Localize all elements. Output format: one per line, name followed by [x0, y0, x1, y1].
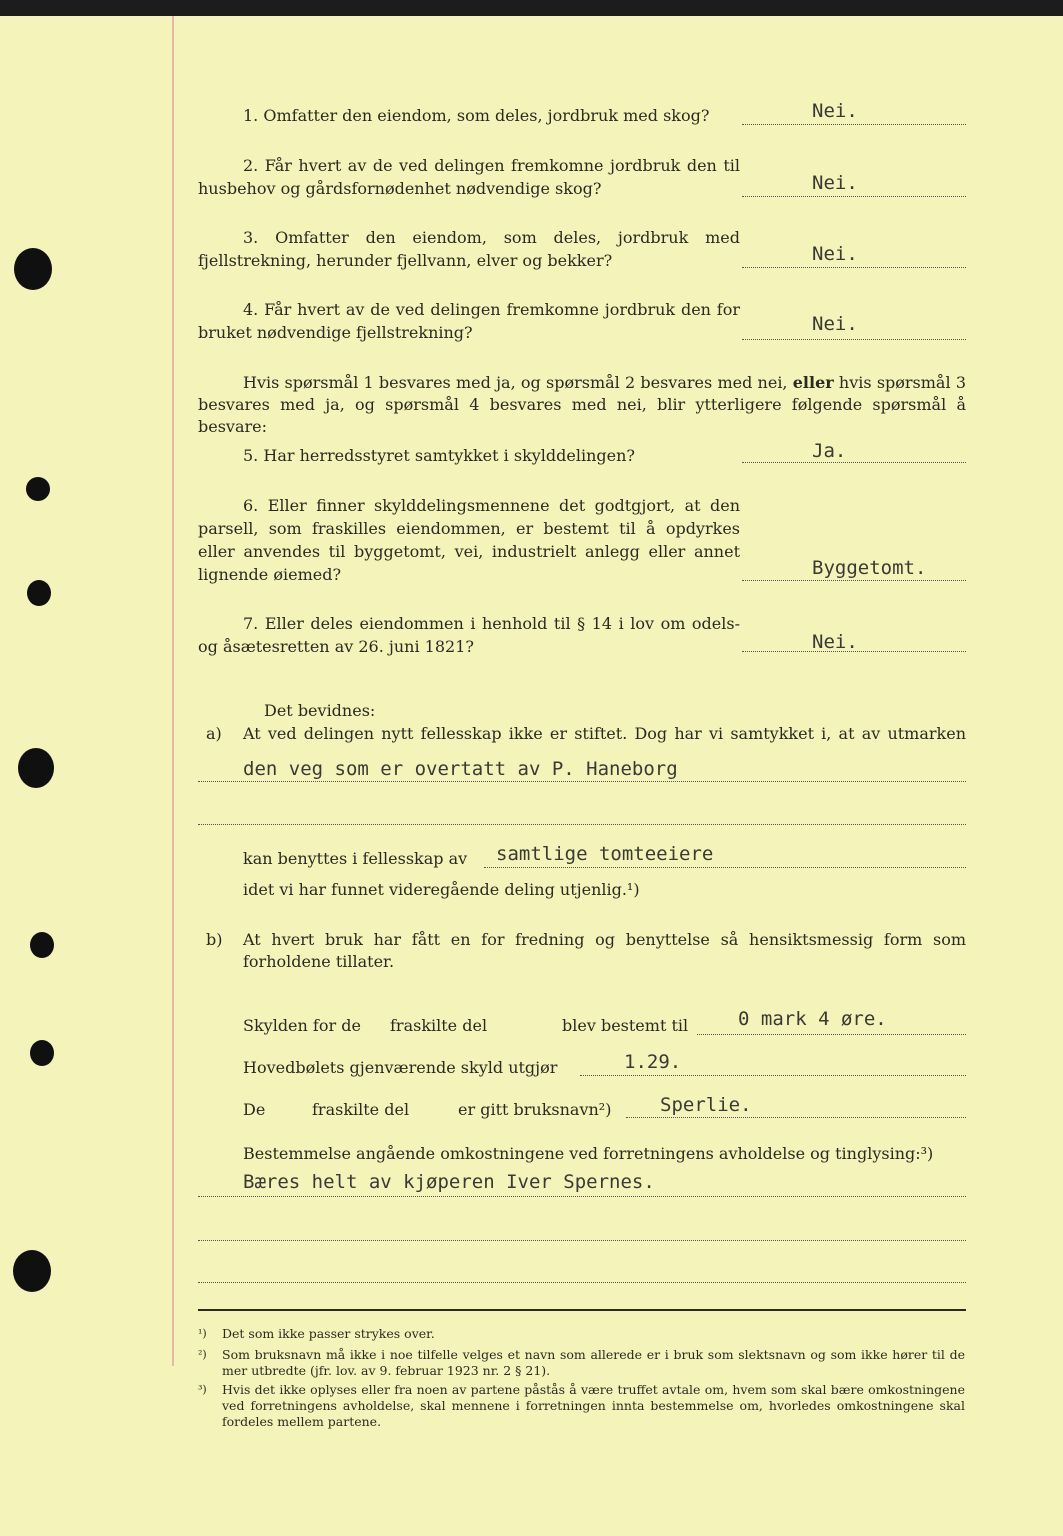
skyld-line: [697, 1034, 966, 1035]
de-word: De: [243, 1100, 266, 1119]
item-b-text: At hvert bruk har fått en for fredning og benyttelse så hensiktsmessig form som forholdene tillater.: [243, 930, 966, 971]
punch-hole: [30, 1040, 54, 1066]
footnote-2-text: Som bruksnavn må ikke i noe tilfelle velges et navn som allerede er i bruk som slektsnavn og som ikke hører til de mer utbredte (jfr. lov. av 9. februar 1923 nr. 2 § 21).: [222, 1347, 965, 1378]
question-3: 3. Omfatter den eiendom, som deles, jordbruk med fjellstrekning, herunder fjellvann, elver og bekker?: [198, 228, 740, 270]
skyld-value: 0 mark 4 øre.: [738, 1008, 887, 1030]
answer-4: Nei.: [812, 313, 858, 335]
skyld-word-2: fraskilte del: [390, 1016, 488, 1035]
blank-line: [198, 824, 966, 825]
bestemmelse-line-1: [198, 1196, 966, 1197]
footnote-3-text: Hvis det ikke oplyses eller fra noen av partene påstås å være truffet avtale om, hvem som skal bære omkostningene ved forretningens avholdelse, skal mennene i forretningen innta bestemmelse om, hvorledes omkostningene skal fordeles mellem partene.: [222, 1382, 965, 1429]
item-a-text: At ved delingen nytt fellesskap ikke er stiftet. Dog har vi samtykket i, at av utmarken: [243, 724, 966, 743]
intro-paragraph: Hvis spørsmål 1 besvares med ja, og spørsmål 2 besvares med nei, eller hvis spørsmål 3 besvares med ja, og spørsmål 4 besvares med nei, blir ytterligere følgende spørsmål å besvare:: [198, 373, 966, 436]
a-typed-text: den veg som er overtatt av P. Haneborg: [243, 758, 678, 780]
punch-hole: [27, 580, 51, 606]
answer-line-3: [742, 267, 966, 268]
bestemmelse-line-3: [198, 1282, 966, 1283]
hoved-label: Hovedbølets gjenværende skyld utgjør: [243, 1058, 558, 1077]
shared-line: [484, 867, 966, 868]
hoved-line: [580, 1075, 966, 1076]
skyld-word-1: Skylden for de: [243, 1016, 361, 1035]
answer-5: Ja.: [812, 440, 847, 462]
skyld-word-3: blev bestemt til: [562, 1016, 689, 1035]
footnote-separator: [198, 1309, 966, 1311]
answer-2: Nei.: [812, 172, 858, 194]
scan-edge: [0, 0, 1063, 16]
punch-hole: [13, 1250, 51, 1292]
punch-hole: [18, 748, 54, 788]
punch-hole: [26, 477, 50, 501]
question-1: 1. Omfatter den eiendom, som deles, jordbruk med skog?: [243, 106, 710, 125]
footnote-1-mark: ¹): [198, 1327, 207, 1340]
bevidnes-heading: Det bevidnes:: [264, 701, 376, 720]
item-a-label: a): [206, 724, 222, 743]
bestemmelse-typed: Bæres helt av kjøperen Iver Spernes.: [243, 1171, 655, 1193]
footnote-1-text: Det som ikke passer strykes over.: [222, 1326, 435, 1341]
question-5: 5. Har herredsstyret samtykket i skylddelingen?: [243, 446, 636, 465]
question-7: 7. Eller deles eiendommen i henhold til § 14 i lov om odels- og åsætesretten av 26. juni 1821?: [198, 614, 740, 656]
shared-label: kan benyttes i fellesskap av: [243, 849, 468, 868]
answer-line-6: [742, 580, 966, 581]
bruksnavn-line: [626, 1117, 966, 1118]
answer-6: Byggetomt.: [812, 557, 927, 579]
margin-rule: [172, 16, 174, 1366]
bestemmelse-line-2: [198, 1240, 966, 1241]
hoved-value: 1.29.: [624, 1051, 682, 1073]
shared-typed: samtlige tomteeiere: [496, 843, 714, 865]
fraskilte-word: fraskilte del: [312, 1100, 410, 1119]
punch-hole: [14, 248, 52, 290]
question-4: 4. Får hvert av de ved delingen fremkomne jordbruk den for bruket nødvendige fjellstrekning?: [198, 300, 740, 342]
found-text: idet vi har funnet videregående deling utjenlig.¹): [243, 880, 640, 899]
answer-line-4: [742, 339, 966, 340]
answer-line-2: [742, 196, 966, 197]
answer-3: Nei.: [812, 243, 858, 265]
footnote-2-mark: ²): [198, 1348, 207, 1361]
bestemmelse-text: Bestemmelse angående omkostningene ved forretningens avholdelse og tinglysing:³): [243, 1144, 934, 1163]
answer-1: Nei.: [812, 100, 858, 122]
answer-7: Nei.: [812, 631, 858, 653]
answer-line-5: [742, 462, 966, 463]
footnote-3-mark: ³): [198, 1383, 207, 1396]
answer-line-1: [742, 124, 966, 125]
bruksnavn-value: Sperlie.: [660, 1094, 752, 1116]
gitt-word: er gitt bruksnavn²): [458, 1100, 612, 1119]
a-typed-line: [198, 781, 966, 782]
punch-hole: [30, 932, 54, 958]
question-2: 2. Får hvert av de ved delingen fremkomne jordbruk den til husbehov og gårdsfornødenhet nødvendige skog?: [198, 156, 740, 198]
item-b-label: b): [206, 930, 223, 949]
question-6: 6. Eller finner skylddelingsmennene det godtgjort, at den parsell, som fraskilles eiendommen, er bestemt til å opdyrkes eller anvendes til byggetomt, vei, industrielt anlegg eller annet lignende øiemed?: [198, 496, 740, 584]
